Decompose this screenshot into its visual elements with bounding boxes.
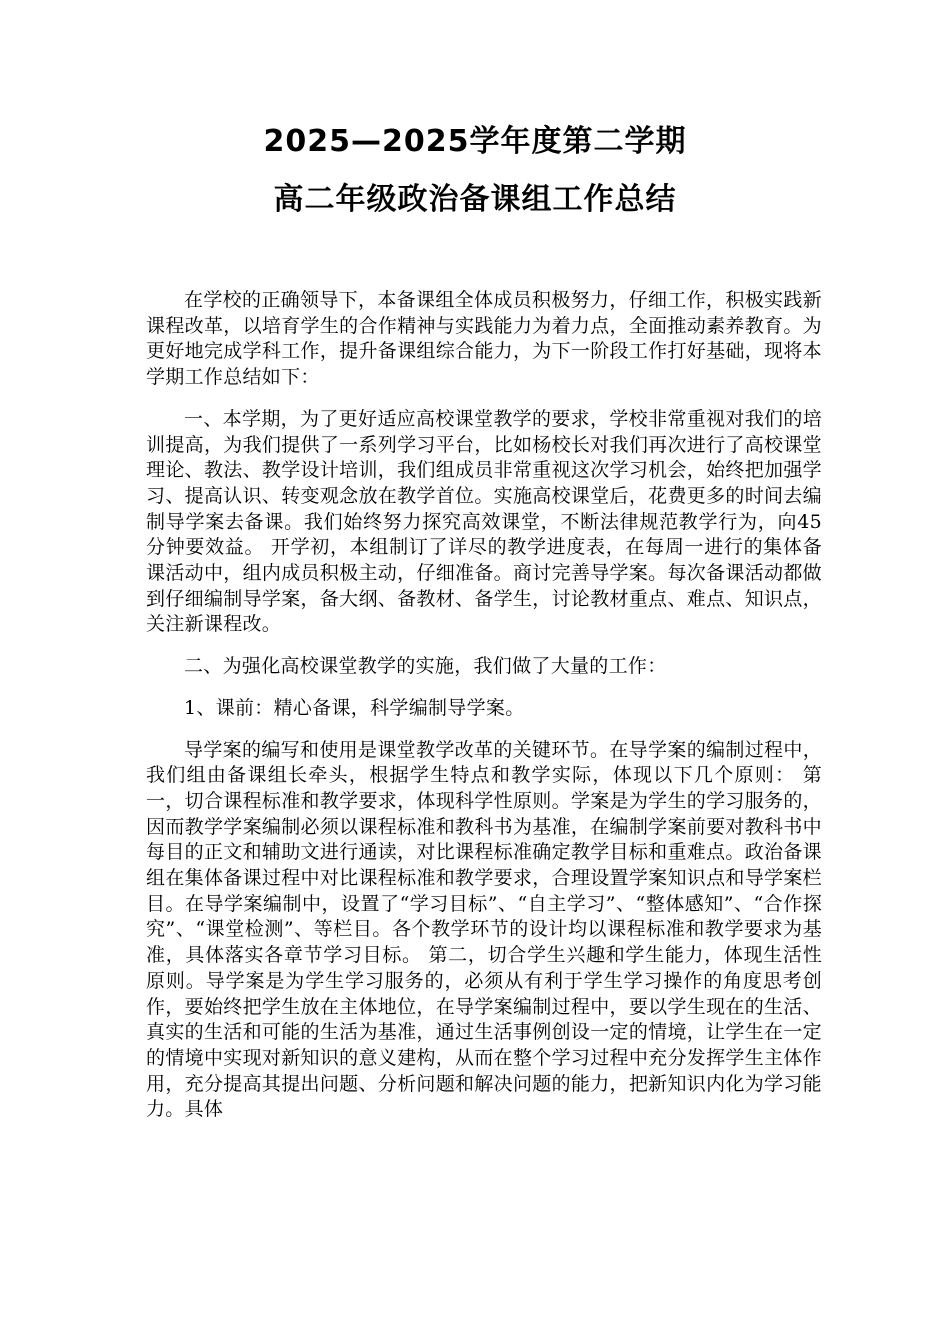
guided-learning-paragraph: 导学案的编写和使用是课堂教学改革的关键环节。在导学案的编制过程中，我们组由备课组长牵头，根据学生特点和教学实际，体现以下几个原则： 第一，切合课程标准和教学要求，体现科学性原则。学案是为学生的学习服务的，因而教学学案编制必须以课程标准和教科书为基准，在编制学案前要对教科书中每目的正文和辅助文进行通读，对比课程标准确定教学目标和重难点。政治备课组在集体备课过程中对比课程标准和教学要求，合理设置学案知识点和导学案栏目。在导学案编制中，设置了“学习目标”、“自主学习”、“整体感知”、“合作探究”、“课堂检测”、等栏目。各个教学环节的设计均以课程标准和教学要求为基准，具体落实各章节学习目标。 第二，切合学生兴趣和学生能力，体现生活性原则。导学案是为学生学习服务的，必须从有利于学生学习操作的角度思考创作，要始终把学生放在主体地位，在导学案编制过程中，要以学生现在的生活、真实的生活和可能的生活为基准，通过生活事例创设一定的情境，让学生在一定的情境中实现对新知识的意义建构，从而在整个学习过程中充分发挥学生主体作用，充分提高其提出问题、分析问题和解决问题的能力，把新知识内化为学习能力。具体 xyxy=(146,738,822,1121)
intro-paragraph: 在学校的正确领导下，本备课组全体成员积极努力，仔细工作，积极实践新课程改革，以培育学生的合作精神与实践能力为着力点，全面推动素养教育。为更好地完成学科工作，提升备课组综合能力，为下一阶段工作打好基础，现将本学期工作总结如下： xyxy=(146,289,822,389)
section-one-paragraph: 一、本学期，为了更好适应高校课堂教学的要求，学校非常重视对我们的培训提高，为我们提供了一系列学习平台，比如杨校长对我们再次进行了高校课堂理论、教法、教学设计培训，我们组成员非常重视这次学习机会，始终把加强学习、提高认识、转变观念放在教学首位。实施高校课堂后，花费更多的时间去编制导学案去备课。我们始终努力探究高效课堂，不断法律规范教学行为，向45分钟要效益。 开学初，本组制订了详尽的教学进度表，在每周一进行的集体备课活动中，组内成员积极主动，仔细准备。商讨完善导学案。每次备课活动都做到仔细编制导学案，备大纲、备教材、备学生，讨论教材重点、难点、知识点，关注新课程改。 xyxy=(146,407,822,636)
document-title-line-1: 2025—2025学年度第二学期 xyxy=(263,124,687,159)
document-title-line-2: 高二年级政治备课组工作总结 xyxy=(273,182,677,217)
document-body xyxy=(146,288,822,1123)
section-two-heading: 二、为强化高校课堂教学的实施，我们做了大量的工作： xyxy=(184,655,667,678)
subsection-one-heading: 1、课前：精心备课，科学编制导学案。 xyxy=(184,696,525,719)
